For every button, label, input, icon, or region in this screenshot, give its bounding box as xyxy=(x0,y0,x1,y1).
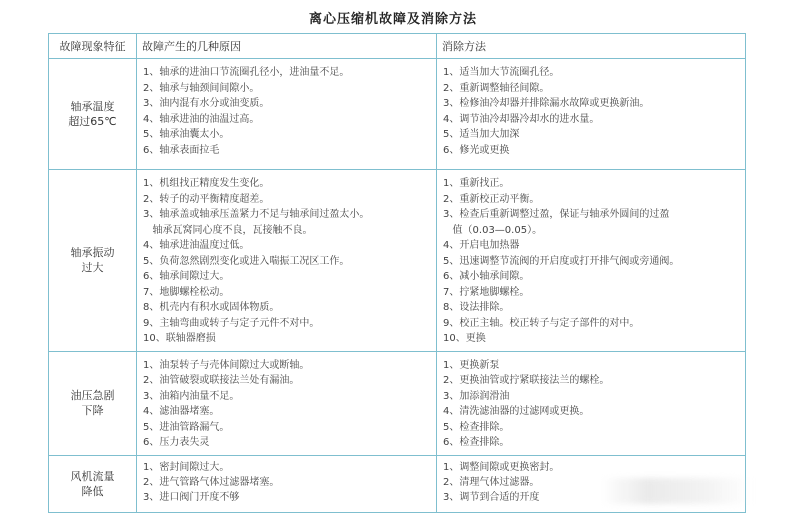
remedy-item: 3、调节到合适的开度 xyxy=(443,491,540,503)
header-remedies: 消除方法 xyxy=(437,34,746,59)
remedy-item: 9、校正主轴。校正转子与定子部件的对中。 xyxy=(443,317,640,329)
symptom-line: 降低 xyxy=(81,484,104,498)
remedy-item: 4、清洗滤油器的过滤网或更换。 xyxy=(443,406,590,417)
remedy-item: 1、更换新泵 xyxy=(443,359,500,371)
cause-item: 2、油管破裂或联接法兰处有漏油。 xyxy=(143,375,300,386)
cause-item: 2、进气管路气体过滤器堵塞。 xyxy=(143,476,280,488)
causes-cell xyxy=(137,59,437,170)
remedies-list xyxy=(437,59,745,162)
remedy-item: 3、检查后重新调整过盈，保证与轴承外圆间的过盈 xyxy=(443,209,670,220)
causes-cell xyxy=(137,455,437,512)
remedy-item: 6、减小轴承间隙。 xyxy=(443,271,530,282)
cause-item: 5、负荷忽然剧烈变化或进入喘振工况区工作。 xyxy=(143,255,350,267)
cause-item: 10、联轴器磨损 xyxy=(143,333,216,344)
remedies-cell xyxy=(437,59,746,170)
remedies-cell xyxy=(437,170,746,352)
symptom-line: 风机流量 xyxy=(70,469,115,483)
remedy-item: 1、适当加大节流圈孔径。 xyxy=(443,67,560,78)
fault-table xyxy=(48,33,746,513)
remedy-item: 6、检查排除。 xyxy=(443,437,510,448)
remedies-list xyxy=(437,352,745,455)
remedies-cell xyxy=(437,351,746,455)
cause-item: 3、进口阀门开度不够 xyxy=(143,491,240,503)
remedy-item: 8、设法排除。 xyxy=(443,302,510,313)
causes-list xyxy=(137,456,436,509)
causes-cell xyxy=(137,351,437,455)
symptom-cell xyxy=(49,455,137,512)
table-header-row xyxy=(49,34,746,59)
cause-item: 轴承瓦窝同心度不良，瓦接触不良。 xyxy=(143,224,313,236)
cause-item: 5、进油管路漏气。 xyxy=(143,421,230,433)
remedy-item: 1、调整间隙或更换密封。 xyxy=(443,461,560,473)
cause-item: 6、轴承间隙过大。 xyxy=(143,271,230,282)
causes-list xyxy=(137,170,436,351)
remedy-item: 2、清理气体过滤器。 xyxy=(443,476,540,488)
remedy-item: 2、重新校正动平衡。 xyxy=(443,193,540,205)
remedy-item: 2、更换油管或拧紧联接法兰的螺栓。 xyxy=(443,375,610,386)
cause-item: 4、滤油器堵塞。 xyxy=(143,406,220,417)
table-row xyxy=(49,170,746,352)
remedy-item: 3、检修油冷却器并排除漏水故障或更换新油。 xyxy=(443,98,650,109)
remedy-item: 值（0.03—0.05）。 xyxy=(443,224,543,236)
cause-item: 4、轴承进油温度过低。 xyxy=(143,240,250,251)
cause-item: 2、转子的动平衡精度超差。 xyxy=(143,193,270,205)
symptom-cell xyxy=(49,59,137,170)
remedy-item: 1、重新找正。 xyxy=(443,178,510,189)
cause-item: 1、轴承的进油口节流圈孔径小，进油量不足。 xyxy=(143,67,350,78)
symptom-line: 过大 xyxy=(81,261,104,275)
document-title: 离心压缩机故障及消除方法 xyxy=(308,12,477,27)
cause-item: 4、轴承进油的油温过高。 xyxy=(143,113,260,125)
symptom-line: 超过65℃ xyxy=(68,115,117,128)
cause-item: 9、主轴弯曲或转子与定子元件不对中。 xyxy=(143,317,320,329)
cause-item: 6、压力表失灵 xyxy=(143,437,210,448)
symptom-line: 下降 xyxy=(81,404,104,417)
cause-item: 7、地脚螺栓松动。 xyxy=(143,286,230,298)
cause-item: 6、轴承表面拉毛 xyxy=(143,144,220,156)
cause-item: 3、油内混有水分或油变质。 xyxy=(143,98,270,109)
cause-item: 3、油箱内油量不足。 xyxy=(143,390,240,402)
symptom-line: 轴承温度 xyxy=(70,100,115,113)
remedy-item: 10、更换 xyxy=(443,333,486,344)
cause-item: 5、轴承油囊太小。 xyxy=(143,129,230,140)
remedy-item: 2、重新调整轴径间隙。 xyxy=(443,82,550,94)
remedy-item: 5、迅速调整节流阀的开启度或打开排气阀或旁通阀。 xyxy=(443,255,680,267)
remedy-item: 5、适当加大加深 xyxy=(443,129,520,140)
remedy-item: 5、检查排除。 xyxy=(443,421,510,433)
cause-item: 1、油泵转子与壳体间隙过大或断轴。 xyxy=(143,359,310,371)
watermark-blur xyxy=(602,478,752,504)
causes-list xyxy=(137,59,436,162)
remedy-item: 4、开启电加热器 xyxy=(443,240,520,251)
cause-item: 8、机壳内有积水或固体物质。 xyxy=(143,302,280,313)
symptom-cell xyxy=(49,170,137,352)
table-row xyxy=(49,351,746,455)
remedy-item: 7、拧紧地脚螺栓。 xyxy=(443,286,530,298)
cause-item: 1、密封间隙过大。 xyxy=(143,461,230,473)
symptom-cell xyxy=(49,351,137,455)
remedy-item: 4、调节油冷却器冷却水的进水量。 xyxy=(443,113,600,125)
remedy-item: 6、修光或更换 xyxy=(443,144,510,156)
remedies-list xyxy=(437,170,745,351)
symptom-line: 轴承振动 xyxy=(70,246,115,260)
header-symptom: 故障现象特征 xyxy=(49,34,137,59)
cause-item: 3、轴承盖或轴承压盖紧力不足与轴承间过盈太小。 xyxy=(143,209,370,220)
causes-cell xyxy=(137,170,437,352)
table-row xyxy=(49,59,746,170)
cause-item: 1、机组找正精度发生变化。 xyxy=(143,178,270,189)
cause-item: 2、轴承与轴颈间间隙小。 xyxy=(143,82,260,94)
causes-list xyxy=(137,352,436,455)
header-causes: 故障产生的几种原因 xyxy=(137,34,437,59)
remedy-item: 3、加添润滑油 xyxy=(443,390,510,402)
symptom-line: 油压急剧 xyxy=(70,389,115,402)
